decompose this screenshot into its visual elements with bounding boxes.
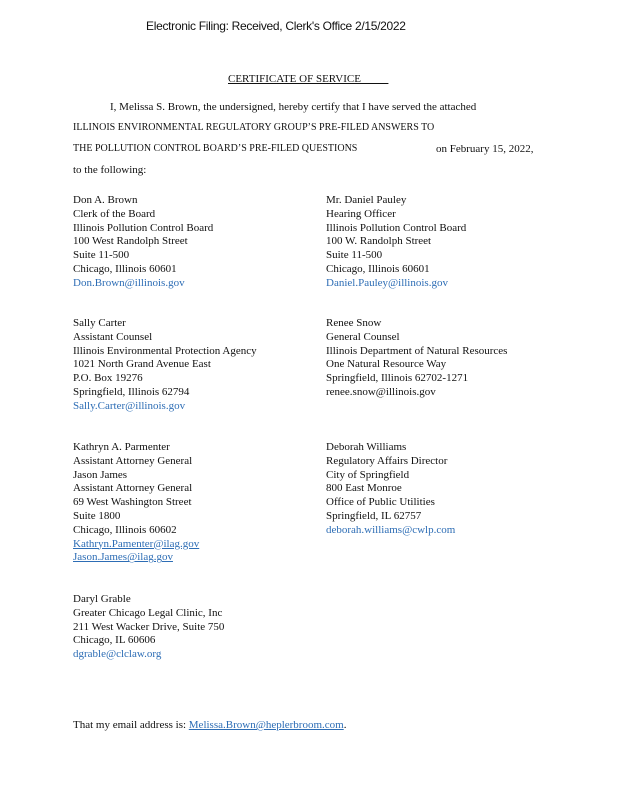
recipient-email-link[interactable]: Kathryn.Pamenter@ilag.gov (73, 537, 200, 550)
recipient-block (326, 441, 455, 538)
footer-email-link[interactable]: Melissa.Brown@heplerbroom.com (188, 719, 344, 731)
footer-text: That my email address is: (73, 719, 189, 731)
recipient-block (73, 194, 213, 291)
recipient-line: Illinois Pollution Control Board (326, 221, 467, 234)
document-name-line: ILLINOIS ENVIRONMENTAL REGULATORY GROUP’S PRE-FILED ANSWERS TO (73, 122, 435, 133)
recipient-line: 1021 North Grand Avenue East (73, 358, 211, 371)
recipient-line: Sally Carter (73, 317, 126, 329)
recipient-line: Hearing Officer (326, 207, 396, 220)
certificate-title: CERTIFICATE OF SERVICE (228, 73, 389, 85)
recipient-email-link[interactable]: Don.Brown@illinois.gov (73, 276, 185, 289)
recipient-email-link[interactable]: Jason.James@ilag.gov (73, 551, 173, 564)
recipient-block (73, 593, 224, 662)
recipient-line: Chicago, IL 60606 (73, 634, 156, 647)
recipient-line: 100 W. Randolph Street (326, 235, 432, 248)
recipient-line: Deborah Williams (326, 441, 407, 453)
recipient-line: Suite 11-500 (73, 249, 130, 262)
filing-stamp: Electronic Filing: Received, Clerk's Office 2/15/2022 (146, 19, 406, 33)
recipient-line: renee.snow@illinois.gov (326, 385, 436, 398)
recipient-line: General Counsel (326, 330, 400, 343)
recipient-line: One Natural Resource Way (326, 358, 447, 371)
recipient-line: Springfield, Illinois 62794 (73, 385, 190, 398)
intro-line: to the following: (73, 164, 147, 176)
recipient-line: Suite 11-500 (326, 249, 383, 262)
recipient-line: Kathryn A. Parmenter (73, 441, 170, 453)
recipient-email-link[interactable]: deborah.williams@cwlp.com (326, 523, 456, 536)
footer-period: . (343, 719, 347, 731)
service-date: on February 15, 2022, (436, 143, 534, 155)
recipient-line: Chicago, Illinois 60601 (326, 262, 430, 275)
recipient-line: Daryl Grable (73, 593, 131, 605)
recipient-email-link[interactable]: dgrable@clclaw.org (73, 648, 162, 661)
intro-line: I, Melissa S. Brown, the undersigned, hereby certify that I have served the attached (110, 101, 477, 113)
recipient-line: Jason James (73, 468, 128, 481)
recipient-block (326, 194, 466, 291)
recipient-line: Chicago, Illinois 60602 (73, 523, 177, 536)
recipient-line: Assistant Counsel (73, 330, 153, 343)
recipient-line: Clerk of the Board (73, 207, 156, 220)
recipient-line: Office of Public Utilities (326, 496, 435, 509)
recipient-email-link[interactable]: Daniel.Pauley@illinois.gov (326, 276, 448, 289)
recipient-line: Suite 1800 (73, 509, 121, 522)
footer-email-line (73, 719, 346, 731)
recipient-block (73, 317, 257, 414)
recipient-line: Illinois Department of Natural Resources (326, 344, 508, 357)
recipient-line: Springfield, Illinois 62702-1271 (326, 372, 469, 385)
recipient-line: Assistant Attorney General (73, 482, 193, 495)
recipient-line: Illinois Pollution Control Board (73, 221, 214, 234)
recipient-line: Mr. Daniel Pauley (326, 194, 407, 206)
recipient-line: 800 East Monroe (326, 482, 402, 495)
recipient-line: Don A. Brown (73, 194, 138, 206)
recipient-line: Springfield, IL 62757 (326, 509, 422, 522)
recipient-line: City of Springfield (326, 468, 410, 481)
recipient-block (73, 441, 199, 565)
recipient-line: Illinois Environmental Protection Agency (73, 344, 257, 357)
recipient-line: P.O. Box 19276 (73, 372, 143, 385)
document-name-line: THE POLLUTION CONTROL BOARD’S PRE-FILED QUESTIONS (73, 143, 358, 154)
recipient-line: Regulatory Affairs Director (326, 454, 448, 467)
recipient-line: Renee Snow (326, 317, 382, 329)
recipient-block (326, 317, 507, 400)
recipient-line: Greater Chicago Legal Clinic, Inc (73, 606, 223, 619)
recipient-line: Assistant Attorney General (73, 454, 193, 467)
recipient-email-link[interactable]: Sally.Carter@illinois.gov (73, 399, 186, 412)
recipient-line: 69 West Washington Street (73, 496, 192, 509)
recipient-line: 100 West Randolph Street (73, 235, 188, 248)
recipient-line: 211 West Wacker Drive, Suite 750 (73, 620, 225, 633)
recipient-line: Chicago, Illinois 60601 (73, 262, 177, 275)
